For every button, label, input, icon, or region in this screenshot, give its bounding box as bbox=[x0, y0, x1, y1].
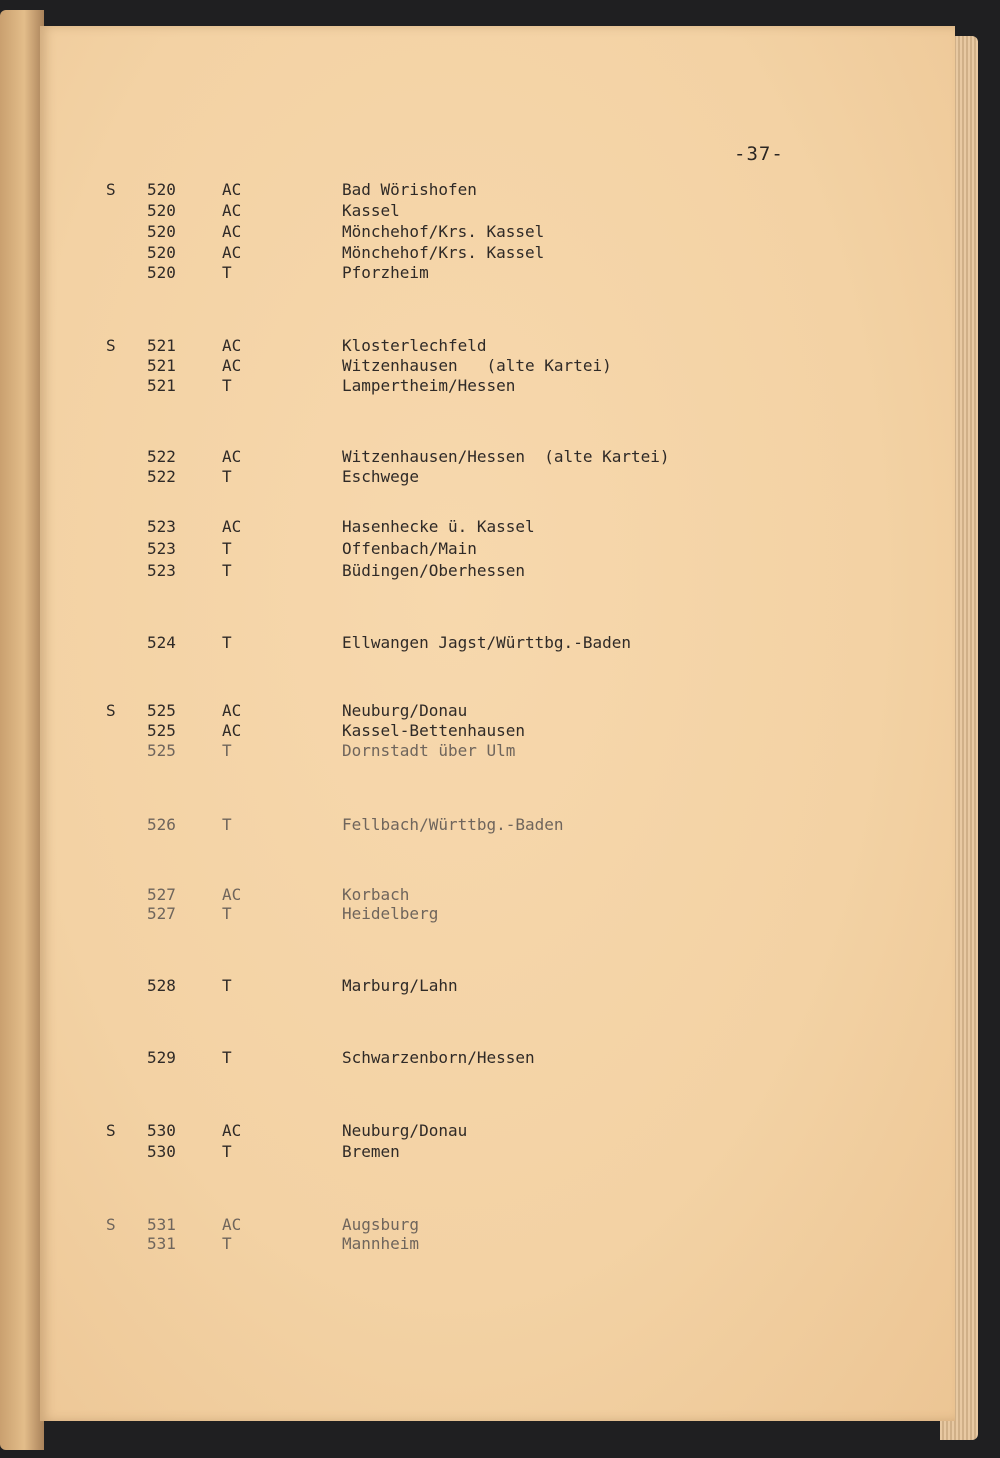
entry-code: T bbox=[222, 1142, 232, 1161]
entry-place: Lampertheim/Hessen bbox=[342, 376, 516, 395]
entry-number: 531 bbox=[147, 1234, 176, 1253]
entry-number: 529 bbox=[147, 1048, 176, 1067]
entry-place: Offenbach/Main bbox=[342, 539, 477, 558]
entry-code: T bbox=[222, 1048, 232, 1067]
entry-row bbox=[0, 975, 940, 997]
entry-code: T bbox=[222, 741, 232, 760]
entry-mark: S bbox=[106, 701, 116, 720]
entry-number: 521 bbox=[147, 356, 176, 375]
entry-mark: S bbox=[106, 180, 116, 199]
entry-row bbox=[0, 179, 940, 201]
entry-code: AC bbox=[222, 517, 242, 536]
entry-number: 528 bbox=[147, 976, 176, 995]
entry-code: T bbox=[222, 904, 232, 923]
entry-row bbox=[0, 335, 940, 357]
entry-code: T bbox=[222, 376, 232, 395]
entry-row bbox=[0, 355, 940, 377]
entry-place: Kassel-Bettenhausen bbox=[342, 721, 526, 740]
entry-place: Mönchehof/Krs. Kassel bbox=[342, 243, 545, 262]
entry-number: 521 bbox=[147, 376, 176, 395]
entry-row bbox=[0, 560, 940, 582]
entry-row bbox=[0, 720, 940, 742]
entry-mark: S bbox=[106, 1121, 116, 1140]
entry-place: Bad Wörishofen bbox=[342, 180, 477, 199]
entry-code: AC bbox=[222, 701, 242, 720]
entry-row bbox=[0, 262, 940, 284]
entry-place: Schwarzenborn/Hessen bbox=[342, 1048, 535, 1067]
entry-row bbox=[0, 466, 940, 488]
entry-number: 520 bbox=[147, 243, 176, 262]
entry-number: 524 bbox=[147, 633, 176, 652]
entry-row bbox=[0, 632, 940, 654]
entry-place: Hasenhecke ü. Kassel bbox=[342, 517, 535, 536]
page-number: -37- bbox=[734, 143, 784, 165]
entry-place: Kassel bbox=[342, 201, 400, 220]
entry-row bbox=[0, 740, 940, 762]
entry-number: 520 bbox=[147, 222, 176, 241]
entry-number: 530 bbox=[147, 1142, 176, 1161]
entry-number: 527 bbox=[147, 885, 176, 904]
entry-number: 520 bbox=[147, 263, 176, 282]
entry-number: 520 bbox=[147, 201, 176, 220]
entry-code: AC bbox=[222, 447, 242, 466]
entry-place: Dornstadt über Ulm bbox=[342, 741, 516, 760]
entry-place: Augsburg bbox=[342, 1215, 420, 1234]
entry-code: AC bbox=[222, 1215, 242, 1234]
entry-place: Neuburg/Donau bbox=[342, 701, 468, 720]
entry-code: T bbox=[222, 815, 232, 834]
entry-number: 523 bbox=[147, 561, 176, 580]
entry-place: Korbach bbox=[342, 885, 410, 904]
entry-number: 525 bbox=[147, 721, 176, 740]
entry-number: 523 bbox=[147, 517, 176, 536]
entry-row bbox=[0, 700, 940, 722]
entry-row bbox=[0, 1047, 940, 1069]
entry-code: T bbox=[222, 467, 232, 486]
entry-place: Fellbach/Württbg.-Baden bbox=[342, 815, 564, 834]
entry-number: 522 bbox=[147, 467, 176, 486]
entry-code: AC bbox=[222, 336, 242, 355]
entry-code: T bbox=[222, 561, 232, 580]
entry-number: 523 bbox=[147, 539, 176, 558]
entry-number: 520 bbox=[147, 180, 176, 199]
entry-row bbox=[0, 1233, 940, 1255]
entry-mark: S bbox=[106, 336, 116, 355]
entry-code: T bbox=[222, 976, 232, 995]
entry-place: Witzenhausen (alte Kartei) bbox=[342, 356, 612, 375]
entry-number: 521 bbox=[147, 336, 176, 355]
entry-number: 530 bbox=[147, 1121, 176, 1140]
entry-place: Mönchehof/Krs. Kassel bbox=[342, 222, 545, 241]
entry-code: T bbox=[222, 263, 232, 282]
entry-row bbox=[0, 221, 940, 243]
entry-row bbox=[0, 538, 940, 560]
entry-code: AC bbox=[222, 201, 242, 220]
entry-mark: S bbox=[106, 1215, 116, 1234]
entry-number: 527 bbox=[147, 904, 176, 923]
entry-place: Ellwangen Jagst/Württbg.-Baden bbox=[342, 633, 631, 652]
entry-place: Heidelberg bbox=[342, 904, 439, 923]
entry-code: T bbox=[222, 539, 232, 558]
entry-place: Eschwege bbox=[342, 467, 420, 486]
entry-number: 525 bbox=[147, 741, 176, 760]
entry-place: Bremen bbox=[342, 1142, 400, 1161]
entry-number: 522 bbox=[147, 447, 176, 466]
entry-number: 525 bbox=[147, 701, 176, 720]
entry-code: AC bbox=[222, 885, 242, 904]
entry-code: T bbox=[222, 633, 232, 652]
entry-code: T bbox=[222, 1234, 232, 1253]
entry-row bbox=[0, 903, 940, 925]
entry-place: Mannheim bbox=[342, 1234, 420, 1253]
entry-code: AC bbox=[222, 721, 242, 740]
entry-row bbox=[0, 516, 940, 538]
entry-place: Klosterlechfeld bbox=[342, 336, 487, 355]
entry-number: 531 bbox=[147, 1215, 176, 1234]
entry-row bbox=[0, 814, 940, 836]
entry-number: 526 bbox=[147, 815, 176, 834]
entry-code: AC bbox=[222, 222, 242, 241]
entry-row bbox=[0, 200, 940, 222]
entry-place: Neuburg/Donau bbox=[342, 1121, 468, 1140]
entry-place: Büdingen/Oberhessen bbox=[342, 561, 526, 580]
entry-row bbox=[0, 375, 940, 397]
entry-row bbox=[0, 1120, 940, 1142]
entry-code: AC bbox=[222, 243, 242, 262]
entry-place: Marburg/Lahn bbox=[342, 976, 458, 995]
entry-row bbox=[0, 242, 940, 264]
entry-row bbox=[0, 446, 940, 468]
entry-row bbox=[0, 1141, 940, 1163]
entry-code: AC bbox=[222, 1121, 242, 1140]
entry-place: Pforzheim bbox=[342, 263, 429, 282]
entry-code: AC bbox=[222, 180, 242, 199]
entry-place: Witzenhausen/Hessen (alte Kartei) bbox=[342, 447, 670, 466]
entry-code: AC bbox=[222, 356, 242, 375]
